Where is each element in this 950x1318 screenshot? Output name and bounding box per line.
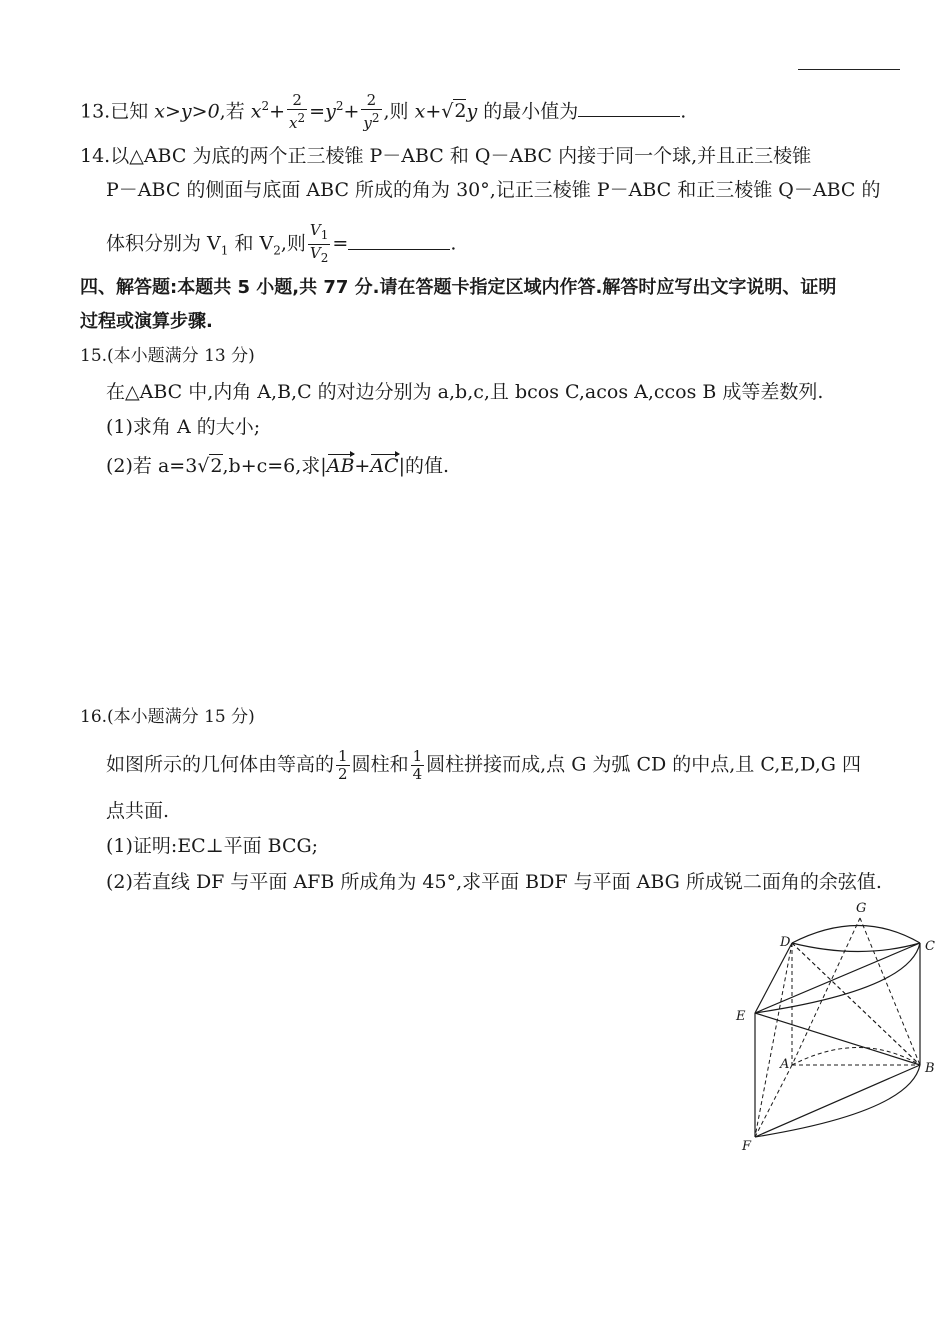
question-16-part-2: (2)若直线 DF 与平面 AFB 所成角为 45°,求平面 BDF 与平面 ABG 所成锐二面角的余弦值. [106,871,882,893]
q14-line-1-text: 以△ABC 为底的两个正三棱锥 P－ABC 和 Q－ABC 内接于同一个球,并且正三棱锥 [110,145,812,167]
label-b: B [925,1061,935,1076]
top-chord-dc [792,943,920,952]
q13-equals: = [309,100,326,123]
q13-x: x [250,100,262,123]
q14-sub-2: 2 [273,243,281,258]
edge-ec [755,943,920,1013]
question-14-line-1 [80,142,811,170]
q15-part-2-prefix: (2)若 a=3 [106,455,198,477]
q16-stem-prefix: 如图所示的几何体由等高的 [106,753,335,776]
q13-plus: + [269,100,286,123]
label-d: D [780,935,791,950]
q13-expr-y: y [466,100,478,123]
q14-volume-prefix: 体积分别为 V [106,232,221,255]
geometry-figure [720,900,950,1160]
answer-blank-14[interactable] [348,231,450,250]
half-num: 1 [338,747,348,765]
q13-y: y [325,100,336,123]
vector-ab: AB [327,452,355,480]
q16-stem-suffix: 圆柱拼接而成,点 G 为弧 CD 的中点,且 C,E,D,G 四 [426,753,861,776]
question-number: 14. [80,145,111,167]
q13-condition: x>y>0 [154,100,220,123]
edge-ed [755,943,792,1013]
q14-den-v: V [309,244,321,262]
q13-frac-x-num: 2 [287,92,307,110]
question-14-line-3 [106,222,456,267]
label-c: C [925,939,935,954]
q13-then: ,则 [383,100,409,123]
quarter-num: 1 [412,747,423,765]
arc-dgc-top [792,926,920,944]
q14-equals: = [332,232,349,255]
label-f: F [742,1139,752,1154]
fraction-half [336,748,350,783]
q14-num-sub: 1 [320,228,329,242]
question-16-stem-line-1 [106,748,861,783]
label-g: G [856,901,867,916]
label-e: E [736,1009,746,1024]
q13-end: . [680,100,687,123]
question-number: 13. [80,100,111,123]
q13-frac-y: $\frac{2}{y^2}$ [363,91,380,133]
q13-ask: 的最小值为 [483,100,579,123]
q14-num-v: V [309,221,321,239]
q14-line-2-text: P－ABC 的侧面与底面 ABC 所成的角为 30°,记正三棱锥 P－ABC 和正三棱锥 Q－ABC 的 [106,179,881,201]
vector-ac: AC [370,452,398,480]
hidden-edge-gb [860,918,920,1065]
section-4-heading-line-1: 四、解答题:本题共 5 小题,共 77 分.请在答题卡指定区域内作答.解答时应写出文字说明、证明 [80,277,837,298]
label-a: A [780,1057,790,1072]
hidden-edge-df [755,943,792,1137]
q16-stem-mid: 圆柱和 [351,753,409,776]
q14-ratio [308,222,330,267]
q13-frac-y-num: 2 [361,92,381,110]
quarter-den: 4 [412,765,423,783]
question-14-line-2 [106,176,880,204]
q13-expr-x: x [414,100,426,123]
hidden-edge-dc-b [792,943,920,1065]
q14-then: ,则 [280,232,306,255]
edge-fb [755,1065,920,1137]
hidden-arc-bottom [792,1048,920,1066]
question-15-part-1: (1)求角 A 的大小; [106,416,261,438]
q13-prefix: 已知 [110,100,149,123]
answer-blank-13[interactable] [578,98,680,117]
q14-sub-1: 1 [220,243,229,258]
question-15-part-2: (2)若 a=3√2,b+c=6,求|AB+AC|的值. [106,452,449,480]
question-16-stem-line-2: 点共面. [106,800,170,822]
half-den: 2 [338,765,348,783]
q15-part-2-end: |的值. [398,455,450,477]
section-4-heading-line-2: 过程或演算步骤. [80,311,213,332]
question-15-header: 15.(本小题满分 13 分) [80,346,255,366]
answer-blank-cropped [798,69,900,70]
question-16-header: 16.(本小题满分 15 分) [80,707,255,727]
question-15-stem: 在△ABC 中,内角 A,B,C 的对边分别为 a,b,c,且 bcos C,acos A,ccos B 成等差数列. [106,381,824,403]
q13-plus-2: + [343,100,360,123]
fraction-quarter [411,748,425,783]
q15-sqrt-value: 2 [210,455,223,477]
q14-end: . [450,232,457,255]
q13-frac-x-den: x [289,114,298,133]
question-16-part-1: (1)证明:EC⊥平面 BCG; [106,835,319,857]
q14-den-sub: 2 [320,251,329,265]
hidden-edge-af [755,1065,792,1137]
q13-frac-y-den: y [363,114,372,133]
cylinder-diagram [720,900,950,1160]
q13-frac-x: $\frac{2}{x^2}$ [289,91,306,133]
q15-part-2-mid: ,b+c=6,求| [222,455,327,477]
q13-expr-plus: + [425,100,442,123]
q13-if: ,若 [219,100,245,123]
cropped-top-line [80,56,900,72]
q14-and: 和 V [228,232,274,255]
question-13: 13.已知 x>y>0,若 $x^2+$ $\frac{2}{x^2}$ $=y^2+$ $\frac{2}{y^2}$ ,则 x+√2y 的最小值为 . [80,91,687,133]
